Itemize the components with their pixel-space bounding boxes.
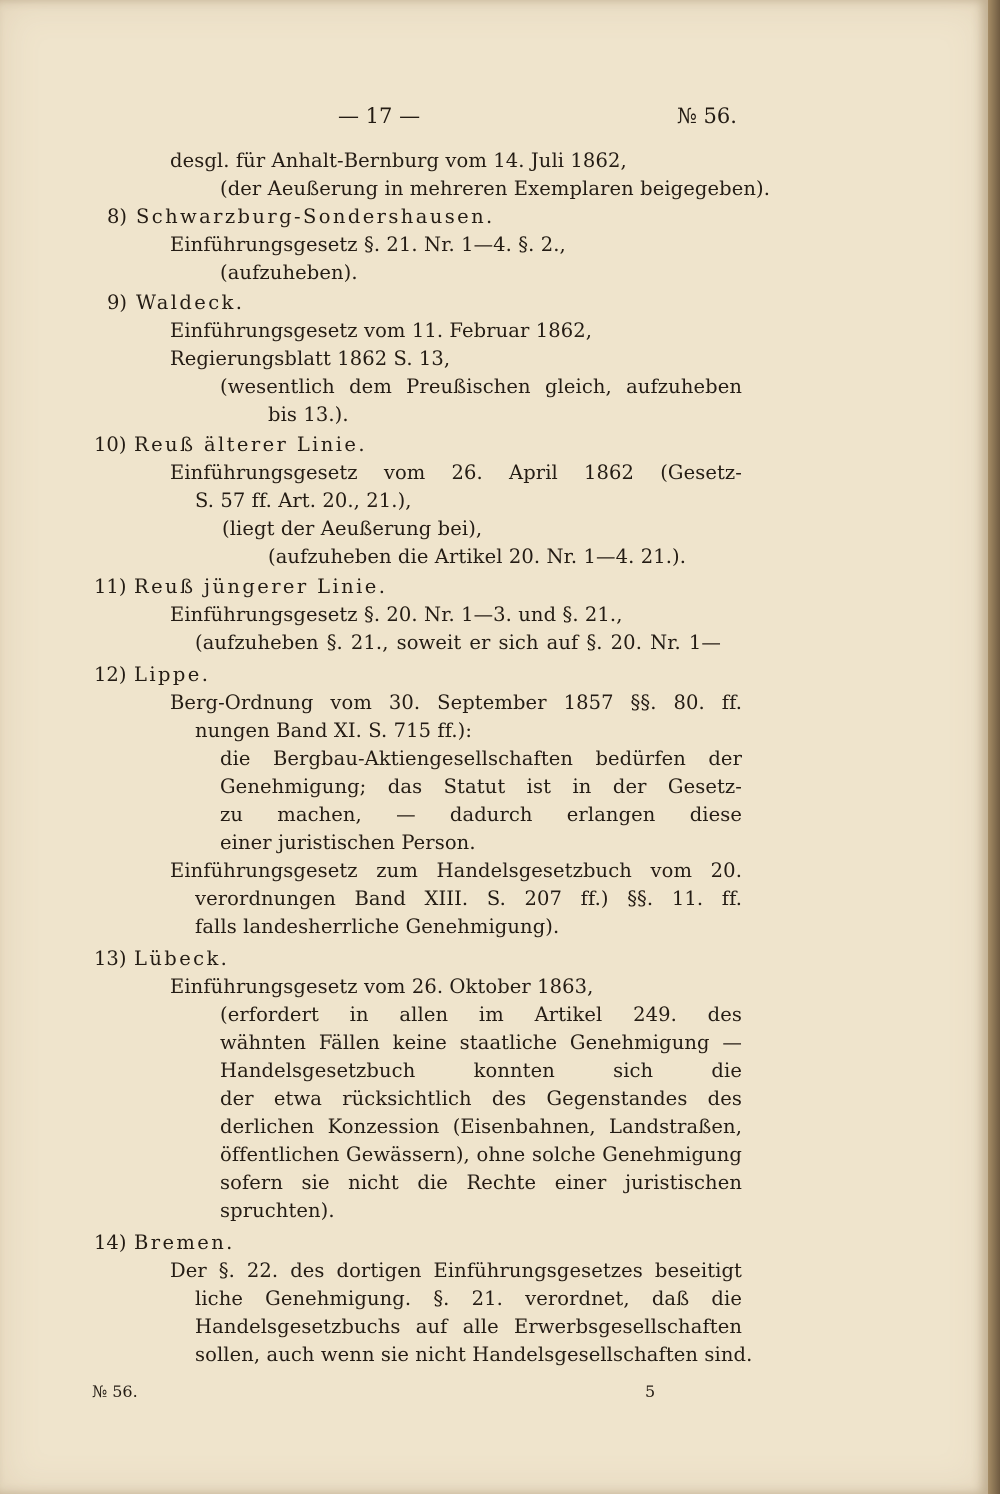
- section-number: 9): [107, 291, 128, 314]
- text-line: einer juristischen Person.: [220, 831, 476, 854]
- page-edge: [988, 0, 1000, 1494]
- text-line: S. 57 ff. Art. 20., 21.),: [195, 489, 412, 512]
- document-number: № 56.: [677, 104, 737, 128]
- text-line: (der Aeußerung in mehreren Exemplaren beigegeben).: [220, 177, 770, 200]
- text-line: spruchten).: [220, 1199, 335, 1222]
- text-line: zu machen, — dadurch erlangen diese: [220, 803, 742, 826]
- text-line: sofern sie nicht die Rechte einer juristischen: [220, 1171, 742, 1194]
- footer-sheet-number: 5: [645, 1382, 656, 1401]
- text-line: Handelsgesetzbuchs auf alle Erwerbsgesellschaften: [195, 1315, 742, 1338]
- text-line: Handelsgesetzbuch konnten sich die: [220, 1059, 742, 1082]
- text-line: Genehmigung; das Statut ist in der Gesetz-: [220, 775, 742, 798]
- text-line: die Bergbau-Aktiengesellschaften bedürfen der: [220, 747, 742, 770]
- section-heading: Lübeck.: [134, 947, 230, 970]
- text-line: wähnten Fällen keine staatliche Genehmigung —: [220, 1031, 742, 1054]
- text-line: sollen, auch wenn sie nicht Handelsgesellschaften sind.: [195, 1343, 753, 1366]
- section-heading: Lippe.: [134, 663, 211, 686]
- text-line: Einführungsgesetz §. 20. Nr. 1—3. und §. 21.,: [170, 603, 623, 626]
- text-line: Berg-Ordnung vom 30. September 1857 §§. 80. ff.: [170, 691, 742, 714]
- section-number: 10): [94, 433, 127, 456]
- text-line: (aufzuheben die Artikel 20. Nr. 1—4. 21.).: [268, 545, 687, 568]
- page-number: — 17 —: [338, 104, 421, 128]
- section-heading: Schwarzburg-Sondershausen.: [136, 205, 495, 228]
- text-line: falls landesherrliche Genehmigung).: [195, 915, 560, 938]
- section-number: 8): [107, 205, 128, 228]
- section-number: 13): [94, 947, 127, 970]
- text-line: verordnungen Band XIII. S. 207 ff.) §§. 11. ff.: [195, 887, 742, 910]
- text-line: desgl. für Anhalt-Bernburg vom 14. Juli 1862,: [170, 149, 627, 172]
- section-number: 11): [94, 575, 127, 598]
- text-line: (wesentlich dem Preußischen gleich, aufzuheben: [220, 375, 742, 398]
- section-heading: Reuß jüngerer Linie.: [134, 575, 388, 598]
- text-line: (liegt der Aeußerung bei),: [222, 517, 483, 540]
- text-line: Einführungsgesetz vom 26. Oktober 1863,: [170, 975, 594, 998]
- text-line: derlichen Konzession (Eisenbahnen, Landstraßen,: [220, 1115, 742, 1138]
- text-line: liche Genehmigung. §. 21. verordnet, daß die: [195, 1287, 742, 1310]
- text-line: nungen Band XI. S. 715 ff.):: [195, 719, 473, 742]
- section-heading: Bremen.: [134, 1231, 235, 1254]
- text-line: (aufzuheben).: [220, 261, 358, 284]
- section-heading: Waldeck.: [136, 291, 245, 314]
- text-line: (aufzuheben §. 21., soweit er sich auf §. 20. Nr. 1—: [195, 631, 721, 654]
- text-line: Einführungsgesetz vom 26. April 1862 (Gesetz-: [170, 461, 742, 484]
- text-line: bis 13.).: [268, 403, 349, 426]
- text-line: Einführungsgesetz §. 21. Nr. 1—4. §. 2.,: [170, 233, 566, 256]
- text-line: Der §. 22. des dortigen Einführungsgesetzes beseitigt: [170, 1259, 742, 1282]
- text-line: (erfordert in allen im Artikel 249. des: [220, 1003, 742, 1026]
- text-line: öffentlichen Gewässern), ohne solche Genehmigung: [220, 1143, 742, 1166]
- section-number: 12): [94, 663, 127, 686]
- text-line: Einführungsgesetz zum Handelsgesetzbuch vom 20.: [170, 859, 742, 882]
- section-heading: Reuß älterer Linie.: [134, 433, 367, 456]
- text-line: Einführungsgesetz vom 11. Februar 1862,: [170, 319, 593, 342]
- section-number: 14): [94, 1231, 127, 1254]
- footer-signature: № 56.: [92, 1382, 138, 1401]
- text-line: Regierungsblatt 1862 S. 13,: [170, 347, 451, 370]
- text-line: der etwa rücksichtlich des Gegenstandes des: [220, 1087, 742, 1110]
